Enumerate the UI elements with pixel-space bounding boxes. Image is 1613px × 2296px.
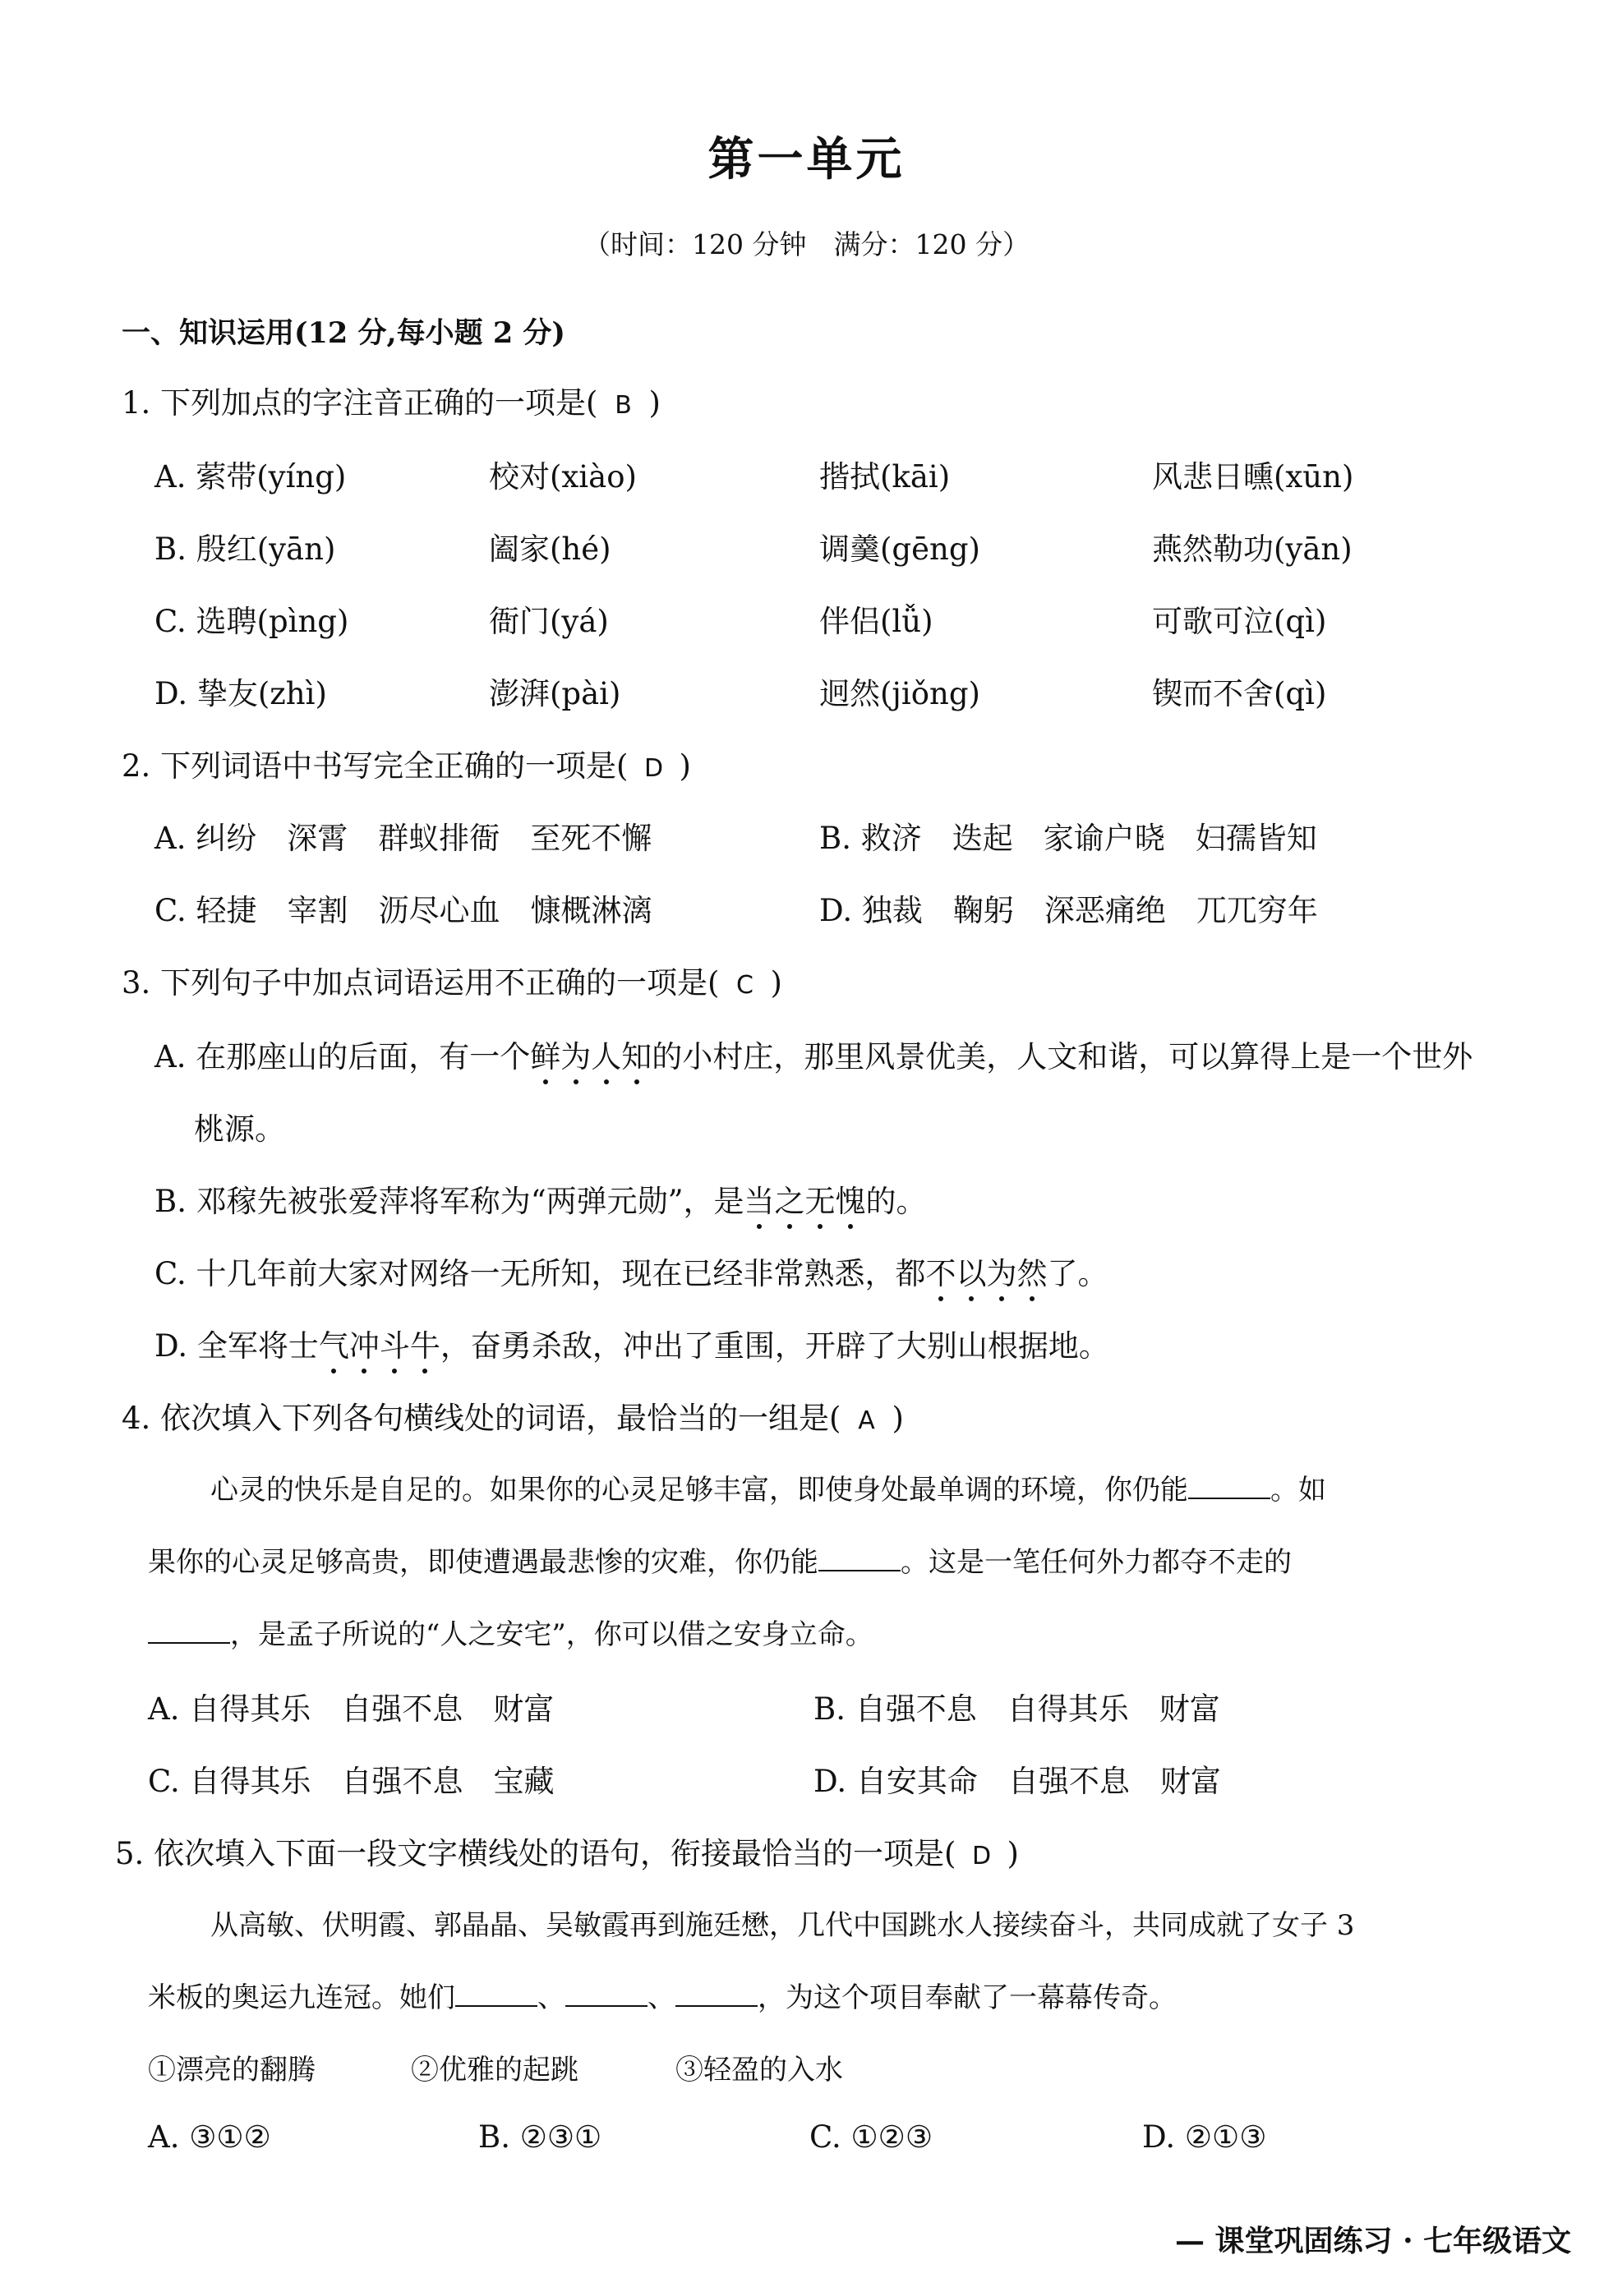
emphasis-char: 之 xyxy=(774,1184,805,1219)
question-2: 2. 下列词语中书写完全正确的一项是( D ) xyxy=(122,748,691,784)
passage-line: 心灵的快乐是自足的。如果你的心灵足够丰富，即使身处最单调的环境，你仍能 。如 xyxy=(210,1474,1326,1507)
emphasis-char: 知 xyxy=(621,1039,652,1074)
fill-blank xyxy=(455,1981,537,2007)
answer-mark: D xyxy=(971,1842,992,1870)
emphasis-char: 愧 xyxy=(835,1184,866,1219)
option: 迥然(jiǒng) xyxy=(819,676,980,711)
option-c: C. 十几年前大家对网络一无所知，现在已经非常熟悉，都不以为然了。 xyxy=(154,1256,1108,1291)
option: 揩拭(kāi) xyxy=(819,459,951,495)
option: C. 轻捷 宰割 沥尽心血 慷概淋漓 xyxy=(154,893,652,928)
emphasis-char: 然 xyxy=(1016,1256,1048,1291)
passage-line: ，是孟子所说的“人之安宅”，你可以借之安身立命。 xyxy=(148,1612,873,1652)
section-heading: 一、知识运用(12 分,每小题 2 分) xyxy=(122,316,565,350)
footer-label: — 课堂巩固练习 · 七年级语文 xyxy=(1175,2224,1572,2258)
fill-blank xyxy=(148,1617,230,1644)
question-4: 4. 依次填入下列各句横线处的词语，最恰当的一组是( A ) xyxy=(122,1401,904,1436)
page-title: 第一单元 xyxy=(707,132,906,186)
option: 燕然勒功(yān) xyxy=(1152,531,1353,567)
fill-blank xyxy=(1188,1473,1270,1499)
emphasis-char: 冲 xyxy=(348,1328,380,1364)
emphasis-char: 为 xyxy=(560,1039,592,1074)
option: 澎湃(pài) xyxy=(489,676,621,711)
option: 锲而不舍(qì) xyxy=(1152,676,1327,711)
option: D. 独裁 鞠躬 深恶痛绝 兀兀穷年 xyxy=(819,893,1318,928)
option: B. ②③① xyxy=(478,2119,602,2155)
dotted-word xyxy=(319,1328,440,1364)
option: C. 选聘(pìng) xyxy=(154,604,349,639)
option-b: B. 邓稼先被张爱萍将军称为“两弹元勋”，是当之无愧的。 xyxy=(154,1184,927,1219)
option: D. ②①③ xyxy=(1142,2119,1267,2155)
fill-blank xyxy=(565,1981,648,2007)
question-prompt: 2. 下列词语中书写完全正确的一项是( xyxy=(122,748,629,784)
option-a-continued: 桃源。 xyxy=(194,1111,285,1147)
emphasis-char: 以 xyxy=(956,1256,987,1291)
question-prompt: 4. 依次填入下列各句横线处的词语，最恰当的一组是( xyxy=(122,1401,841,1436)
emphasis-char: 鲜 xyxy=(530,1039,561,1074)
option: 衙门(yá) xyxy=(489,604,609,639)
option: A. 萦带(yíng) xyxy=(154,459,347,495)
item: ①漂亮的翻腾 xyxy=(148,2054,316,2087)
fill-blank xyxy=(818,1545,901,1571)
item: ②优雅的起跳 xyxy=(411,2054,578,2087)
emphasis-char: 为 xyxy=(986,1256,1017,1291)
emphasis-char: 人 xyxy=(591,1039,622,1074)
page-subtitle: （时间：120 分钟 满分：120 分） xyxy=(583,228,1030,260)
option: 伴侣(lǚ) xyxy=(819,604,933,639)
option: D. 挚友(zhì) xyxy=(154,676,327,711)
option: C. ①②③ xyxy=(809,2119,933,2155)
emphasis-char: 斗 xyxy=(379,1328,410,1364)
question-prompt: 1. 下列加点的字注音正确的一项是( xyxy=(122,385,598,421)
emphasis-char: 牛 xyxy=(409,1328,440,1364)
option: B. 自强不息 自得其乐 财富 xyxy=(813,1691,1220,1727)
option: B. 救济 迭起 家谕户晓 妇孺皆知 xyxy=(819,821,1317,856)
dotted-word xyxy=(530,1039,652,1074)
emphasis-char: 当 xyxy=(744,1184,775,1219)
option: 风悲日曛(xūn) xyxy=(1152,459,1354,495)
emphasis-char: 无 xyxy=(804,1184,836,1219)
passage-line: 果你的心灵足够高贵，即使遭遇最悲惨的灾难，你仍能 。这是一笔任何外力都夺不走的 xyxy=(148,1546,1292,1579)
emphasis-char: 气 xyxy=(318,1328,349,1364)
option: A. ③①② xyxy=(148,2119,271,2155)
option: D. 自安其命 自强不息 财富 xyxy=(813,1764,1221,1799)
question-prompt: 5. 依次填入下面一段文字横线处的语句，衔接最恰当的一项是( xyxy=(115,1836,956,1871)
answer-mark: C xyxy=(736,971,754,1000)
fill-blank xyxy=(675,1981,758,2007)
question-1: 1. 下列加点的字注音正确的一项是( B ) xyxy=(122,385,661,421)
dotted-word xyxy=(926,1256,1048,1291)
option: A. 纠纷 深霄 群蚁排衙 至死不懈 xyxy=(154,821,652,856)
option: C. 自得其乐 自强不息 宝藏 xyxy=(148,1764,555,1799)
option: 可歌可泣(qì) xyxy=(1152,604,1327,639)
option: B. 殷红(yān) xyxy=(154,531,336,567)
option-a: A. 在那座山的后面，有一个鲜为人知的小村庄，那里风景优美，人文和谐，可以算得上是一个世外 xyxy=(154,1039,1473,1074)
passage-line: 从高敏、伏明霞、郭晶晶、吴敏霞再到施廷懋，几代中国跳水人接续奋斗，共同成就了女子 3 xyxy=(210,1909,1355,1942)
question-3: 3. 下列句子中加点词语运用不正确的一项是( C ) xyxy=(122,965,782,1001)
item: ③轻盈的入水 xyxy=(675,2054,843,2087)
question-prompt: 3. 下列句子中加点词语运用不正确的一项是( xyxy=(122,965,720,1001)
answer-mark: A xyxy=(858,1406,875,1435)
option: 调羹(gēng) xyxy=(819,531,980,567)
option: 阖家(hé) xyxy=(489,531,611,567)
option: 校对(xiào) xyxy=(489,459,637,495)
emphasis-char: 不 xyxy=(925,1256,956,1291)
option: A. 自得其乐 自强不息 财富 xyxy=(148,1691,555,1727)
option-d: D. 全军将士气冲斗牛，奋勇杀敌，冲出了重围，开辟了大别山根据地。 xyxy=(154,1328,1109,1364)
passage-line: 米板的奥运九连冠。她们 、 、 ，为这个项目奉献了一幕幕传奇。 xyxy=(148,1981,1177,2014)
question-5: 5. 依次填入下面一段文字横线处的语句，衔接最恰当的一项是( D ) xyxy=(115,1836,1019,1871)
answer-mark: B xyxy=(615,391,632,420)
dotted-word xyxy=(744,1184,866,1219)
answer-mark: D xyxy=(643,754,664,783)
